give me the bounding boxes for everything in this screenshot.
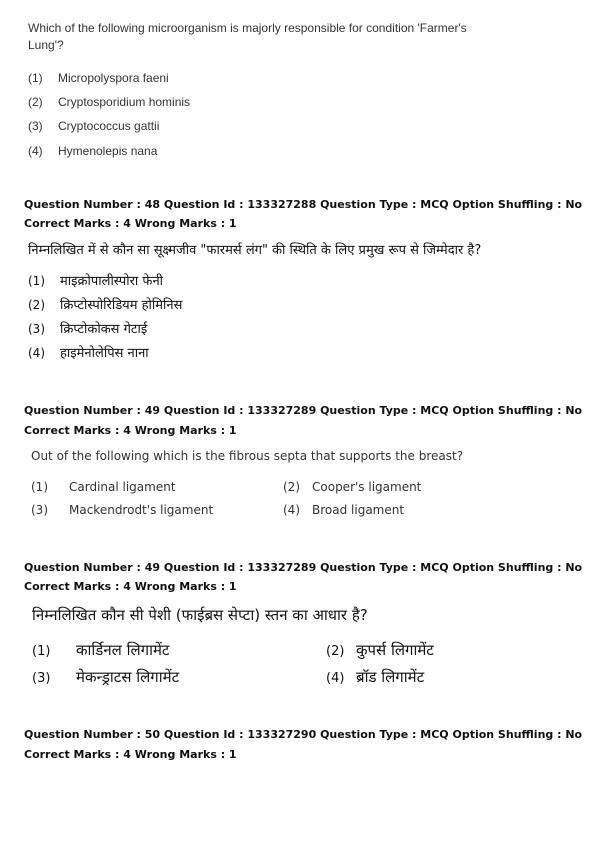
option-number: (3) [32, 671, 51, 686]
question-48-text: निम्नलिखित में से कौन सा सूक्ष्मजीव "फारमर्स लंग" की स्थिति के लिए प्रमुख रूप से जिम्मेदार है? [28, 243, 482, 258]
q49-en-option-4[interactable] [283, 503, 404, 517]
q49-hi-option-2[interactable] [326, 640, 434, 660]
option-number: (4) [28, 144, 43, 158]
q50-header-line2: Correct Marks : 4 Wrong Marks : 1 [24, 748, 237, 761]
option-number: (1) [28, 71, 43, 85]
option-number: (1) [32, 644, 51, 659]
q47-option-4[interactable] [28, 144, 157, 158]
q49-en-header-line2: Correct Marks : 4 Wrong Marks : 1 [24, 424, 237, 437]
q49-hi-option-1[interactable] [32, 640, 170, 660]
option-number: (2) [28, 95, 43, 109]
option-text: Cryptococcus gattii [58, 119, 160, 133]
option-number: (2) [326, 644, 345, 659]
option-text: Mackendrodt's ligament [69, 503, 214, 517]
option-text: माइक्रोपालीस्पोरा फेनी [60, 274, 164, 289]
q48-option-2[interactable] [28, 295, 182, 313]
question-47-text: Which of the following microorganism is majorly responsible for condition 'Farmer's Lung'? [28, 21, 467, 52]
option-number: (2) [28, 298, 45, 312]
option-number: (3) [28, 119, 43, 133]
q49-hi-option-4[interactable] [326, 667, 424, 687]
option-text: Micropolyspora faeni [58, 71, 169, 85]
option-text: कार्डिनल लिगामेंट [76, 641, 170, 659]
q47-option-3[interactable] [28, 119, 159, 133]
option-text: ब्रॉड लिगामेंट [356, 668, 425, 686]
option-number: (1) [31, 480, 48, 494]
q49-en-option-2[interactable] [283, 480, 421, 494]
option-text: हाइमेनोलेपिस नाना [60, 346, 149, 361]
q49-en-option-3[interactable] [31, 503, 213, 517]
option-text: Hymenolepis nana [58, 144, 158, 158]
option-text: क्रिप्टोकोकस गेटाई [60, 322, 148, 337]
option-number: (4) [28, 346, 45, 360]
option-number: (3) [28, 322, 45, 336]
q49-hi-option-3[interactable] [32, 667, 179, 687]
question-49-hi-text: निम्नलिखित कौन सी पेशी (फाईब्रस सेप्टा) स्तन का आधार है? [32, 606, 368, 624]
option-number: (1) [28, 274, 45, 288]
q48-header-line1: Question Number : 48 Question Id : 133327288 Question Type : MCQ Option Shuffling : No [24, 198, 583, 211]
q48-header-line2: Correct Marks : 4 Wrong Marks : 1 [24, 217, 237, 230]
option-text: मेकन्ड्राटस लिगामेंट [76, 668, 180, 686]
option-number: (4) [283, 503, 300, 517]
q49-en-header-line1: Question Number : 49 Question Id : 133327289 Question Type : MCQ Option Shuffling : No [24, 404, 583, 417]
option-text: Cardinal ligament [69, 480, 176, 494]
q47-option-1[interactable] [28, 71, 169, 85]
option-number: (4) [326, 671, 345, 686]
q50-header-line1: Question Number : 50 Question Id : 133327290 Question Type : MCQ Option Shuffling : No [24, 728, 583, 741]
q49-hi-header-line2: Correct Marks : 4 Wrong Marks : 1 [24, 580, 237, 593]
q48-option-3[interactable] [28, 319, 147, 337]
option-text: Cryptosporidium hominis [58, 95, 191, 109]
option-text: Broad ligament [312, 503, 405, 517]
q48-option-4[interactable] [28, 343, 149, 361]
option-text: Cooper's ligament [312, 480, 422, 494]
q49-hi-header-line1: Question Number : 49 Question Id : 133327289 Question Type : MCQ Option Shuffling : No [24, 561, 583, 574]
q49-en-option-1[interactable] [31, 480, 176, 494]
option-text: कुपर्स लिगामेंट [356, 641, 434, 659]
option-number: (3) [31, 503, 48, 517]
option-number: (2) [283, 480, 300, 494]
q48-option-1[interactable] [28, 271, 163, 289]
q47-option-2[interactable] [28, 95, 190, 109]
question-49-en-text: Out of the following which is the fibrous septa that supports the breast? [31, 449, 464, 463]
option-text: क्रिप्टोस्पोरिडियम होमिनिस [60, 298, 183, 313]
